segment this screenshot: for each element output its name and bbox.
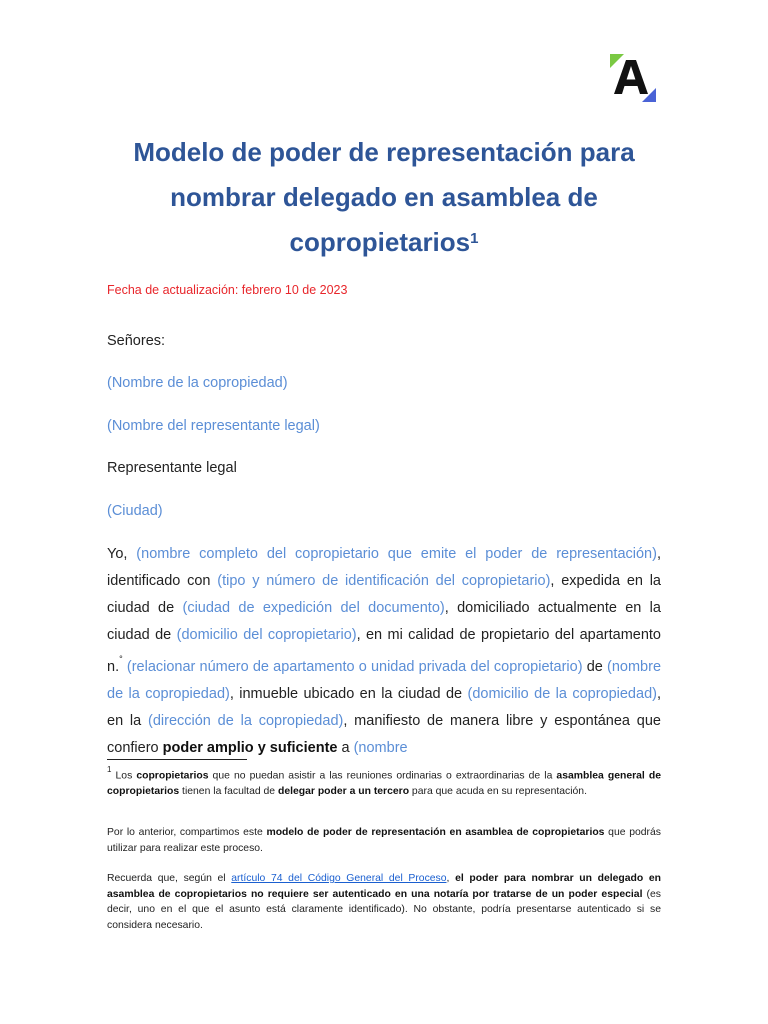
placeholder-property-address: (dirección de la copropiedad) [148,712,344,729]
footnote-text: , [446,873,456,884]
placeholder-owner-domicile: (domicilio del copropietario) [176,627,357,643]
title-footnote-ref[interactable]: 1 [470,230,479,247]
footnote-text: que no puedan asistir a las reuniones ordinarias o extraordinarias de la [208,770,557,782]
placeholder-property-name-inline: (nombre de la copropiedad) [107,658,662,702]
footnote-text: tienen la facultad de [179,785,278,797]
bold-phrase: poder amplio y suficiente [162,739,338,756]
body-paragraph [107,541,661,762]
footnote-text: (es decir, uno en el que el asunto está claramente identificado). No obstante, podría presentarse autenticado si se considera necesario. [107,888,661,931]
footnote-paragraph-3 [107,871,661,933]
placeholder-id-type-number: (tipo y número de identificación del copropietario) [217,573,551,589]
placeholder-property-domicile: (domicilio de la copropiedad) [467,685,657,702]
placeholder-owner-full-name: (nombre completo del copropietario que emite el poder de representación) [136,546,657,562]
update-date: Fecha de actualización: febrero 10 de 2023 [107,283,348,297]
title-line-3 [60,220,708,265]
body-text: Yo, [107,546,137,562]
footnote-paragraph-2 [107,825,661,856]
placeholder-id-issue-city: (ciudad de expedición del documento) [182,600,445,616]
placeholder-apartment-number: (relacionar número de apartamento o unidad privada del copropietario) [126,658,583,675]
footnote-bold: asamblea general de copropietarios [107,770,661,797]
placeholder-legal-rep-name: (Nombre del representante legal) [107,418,320,434]
body-text: de [582,658,608,675]
footnote-bold: modelo de poder de representación en asamblea de copropietarios [266,827,605,838]
footnote-bold: el poder para nombrar un delegado en asamblea de copropietarios no requiere ser autenticado en una notaría por tratarse de un poder especial [107,873,661,900]
footnote-bold: delegar poder a un tercero [277,785,410,797]
body-text: , domiciliado actualmente en la ciudad de [107,600,661,643]
footnote-text: para que acuda en su representación. [409,785,587,797]
article-74-link[interactable]: artículo 74 del Código General del Proceso [231,873,447,884]
title-line-1: Modelo de poder de representación para [133,137,635,167]
footnote-separator [107,759,247,760]
body-text: , manifiesto de manera libre y espontánea que confiero [107,712,661,756]
title-line-3-text: copropietarios [289,227,471,257]
brand-logo-icon [610,54,656,102]
body-text: , inmueble ubicado en la ciudad de [229,685,468,702]
footnote-paragraph-1 [107,764,661,799]
ordinal-mark: ° [119,654,123,664]
placeholder-city: (Ciudad) [107,503,163,519]
footnote-text: Recuerda que, según el [107,873,232,884]
greeting: Señores: [107,333,166,349]
footnote-text: Los [111,770,137,782]
footnote-number: 1 [107,765,112,774]
body-text: , en mi calidad de propietario del apartamento n. [107,627,661,675]
document-title [60,130,708,265]
legal-rep-label: Representante legal [107,460,237,476]
title-line-2: nombrar delegado en asamblea de [170,182,598,212]
footnote-text: que podrás utilizar para realizar este proceso. [107,827,661,854]
footnote-bold: copropietarios [136,770,209,782]
footnote-text: Por lo anterior, compartimos este [107,827,267,838]
body-text: , en la [107,685,661,729]
placeholder-property-name: (Nombre de la copropiedad) [107,375,288,391]
body-text: a [337,739,354,756]
body-text: , identificado con [107,546,661,589]
placeholder-delegate-name: (nombre [353,739,408,756]
body-text: , expedida en la ciudad de [107,573,662,616]
